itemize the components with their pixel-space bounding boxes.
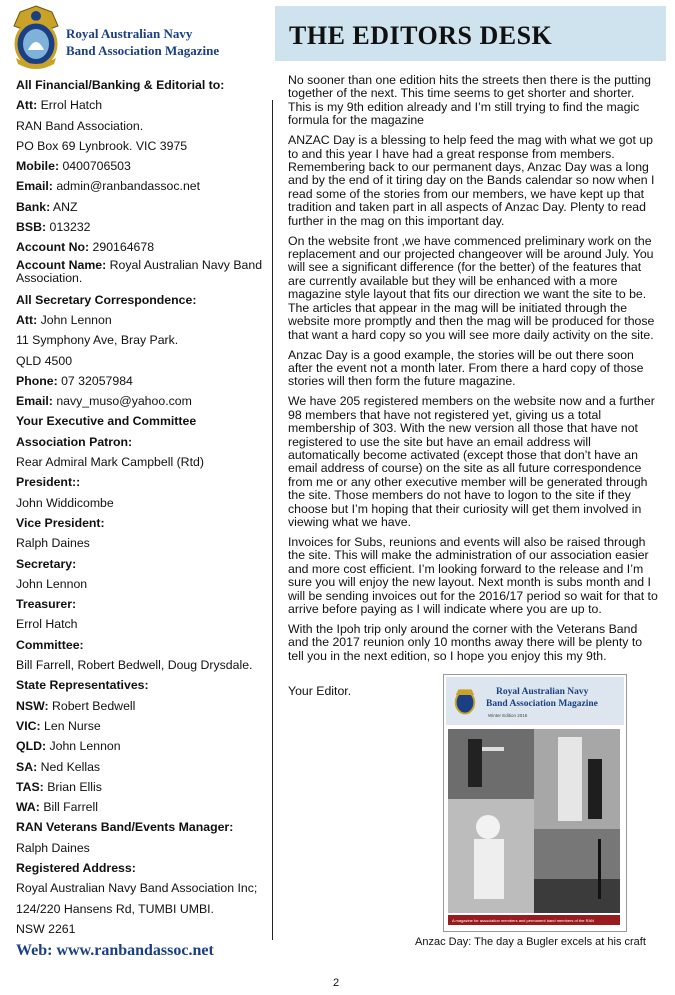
contact-value: Brian Ellis [43,779,102,794]
page-title: THE EDITORS DESK [289,21,553,50]
contact-value: John Widdicombe [16,495,114,510]
contact-value: Rear Admiral Mark Campbell (Rtd) [16,455,204,470]
contact-value: John Lennon [16,576,88,591]
contact-value: Bill Farrell, Robert Bedwell, Doug Drysdale. [16,658,253,673]
cover-footer-bar [448,915,620,925]
paragraph: With the Ipoh trip only around the corner with the Veterans Band and the 2017 reunion only 10 months away there will be plenty to tell you in the next edition, so I hope you enjoy this my 9th. [288,622,643,663]
contact-label: President:: [16,475,81,490]
editors-desk-banner [275,6,666,61]
contact-line [16,615,264,635]
cover-title-line1: Royal Australian Navy [496,687,589,697]
contact-line [16,859,264,879]
contact-value: Bill Farrell [39,800,98,815]
contact-line [16,717,264,737]
contact-line [16,473,264,493]
contact-label: NSW: [16,698,49,713]
masthead [8,4,258,74]
magazine-cover-image [443,674,627,932]
contact-line [16,575,264,595]
contact-label: QLD: [16,739,47,754]
contact-line [16,595,264,615]
contact-value: Ned Kellas [37,759,101,774]
contact-value: Robert Bedwell [48,698,136,713]
contact-label: Secretary: [16,556,77,571]
contact-value: 124/220 Hansens Rd, TUMBI UMBI. [16,901,214,916]
contact-value: Errol Hatch [16,617,78,632]
contact-line [16,198,264,218]
contact-label: Att: [16,98,38,113]
contact-label: BSB: [16,220,47,235]
contact-line [16,412,264,432]
image-caption: Anzac Day: The day a Bugler excels at his craft [415,936,646,948]
contact-label: All Secretary Correspondence: [16,292,197,307]
contact-line [16,117,264,137]
contact-line [16,352,264,372]
navy-band-crest-logo [8,4,64,70]
contact-line [16,494,264,514]
contact-line [16,392,264,412]
contact-value: John Lennon [37,312,112,327]
contact-line [16,920,264,940]
contact-label: Registered Address: [16,860,136,875]
bugler-photo-collage [448,729,620,913]
paragraph: ANZAC Day is a blessing to help feed the mag with what we got up to and this year I have had a great response from members. Remembering back to our permanent days, Anzac Day was a long and by the end of it tiring day on the Bands calendar so now when I read some of the stories from our members, we have kept up that tradition and taken part in all aspects of Anzac Day. Plenty to read further in the mag on this important day. [288,133,655,228]
contact-value: navy_muso@yahoo.com [52,394,192,409]
contact-line [16,555,264,575]
contact-line [16,96,264,116]
contact-value: Ralph Daines [16,840,90,855]
contact-line [16,818,264,838]
contact-line [16,177,264,197]
contact-line [16,879,264,899]
contact-label: Mobile: [16,159,60,174]
contact-value: 0400706503 [59,159,131,174]
contact-value: PO Box 69 Lynbrook. VIC 3975 [16,138,188,153]
contact-label: TAS: [16,779,44,794]
contact-value: Royal Australian Navy Band Association. [16,257,263,285]
paragraph: Anzac Day is a good example, the stories will be out there soon after the event not a month later. From there a hard copy of those stories will then form the future magazine. [288,347,644,389]
contact-line [16,778,264,798]
contact-value: admin@ranbandassoc.net [52,179,201,194]
contact-label: Phone: [16,373,58,388]
contact-line [16,453,264,473]
paragraph: No sooner than one edition hits the streets then there is the putting together of the next. This time seems to get shorter and shorter. This is my 9th edition already and I’m still trying to find the magic formula for the magazine [288,73,651,128]
contact-directory [16,76,264,940]
paragraph: On the website front ,we have commenced preliminary work on the replacement and our projected changeover will be around July. You will see a significant difference (for the better) of the features that are currently available but they will be enhanced with a more magazine style layout that fits our direction we want the site to be. The articles that appear in the mag will be initiated through the website more promptly and then the mag will be produced for those that want a hard copy so you will see more daily activity on the site. [288,233,655,342]
contact-value: Errol Hatch [37,98,103,113]
contact-label: Att: [16,312,38,327]
contact-line [16,656,264,676]
contact-line [16,433,264,453]
contact-value: 07 32057984 [57,373,133,388]
contact-value: RAN Band Association. [16,118,144,133]
contact-label: Email: [16,179,53,194]
column-divider [272,100,273,940]
contact-value: ANZ [50,199,78,214]
page-number: 2 [333,977,340,989]
cover-footer-text: A magazine for association members and permanent band members of the RAN [452,918,595,923]
contact-line [16,514,264,534]
contact-value: Ralph Daines [16,536,90,551]
contact-line [16,636,264,656]
contact-label: WA: [16,800,40,815]
contact-label: VIC: [16,718,41,733]
contact-label: Your Executive and Committee [16,414,197,429]
contact-label: Email: [16,394,53,409]
cover-title-line2: Band Association Magazine [486,699,598,709]
contact-line [16,737,264,757]
contact-label: State Representatives: [16,678,149,693]
contact-line [16,218,264,238]
contact-line [16,839,264,859]
contact-line [16,311,264,331]
contact-label: Bank: [16,199,51,214]
contact-label: All Financial/Banking & Editorial to: [16,78,225,92]
masthead-title-line1: Royal Australian Navy [66,26,193,41]
contact-value: Len Nurse [40,718,101,733]
masthead-title-line2: Band Association Magazine [66,43,220,58]
contact-value: QLD 4500 [16,353,73,368]
contact-line [16,238,264,258]
contact-line [16,372,264,392]
contact-line [16,331,264,351]
contact-label: Account No: [16,240,90,255]
contact-label: RAN Veterans Band/Events Manager: [16,820,234,835]
paragraph: Invoices for Subs, reunions and events will also be raised through the site. This will make the administration of our association easier and more cost efficient. I’m looking forward to the release and I’m sure you will enjoy the new layout. Next month is subs month and I will be sending invoices out for the 2016/17 period so wait for that to arrive before paying as I will indicate where you are up to. [288,534,658,616]
contact-line [16,697,264,717]
contact-line [16,758,264,778]
contact-value: 290164678 [89,240,155,255]
cover-header [446,677,624,725]
contact-line [16,76,264,96]
editor-signoff: Your Editor. [288,684,352,699]
contact-line [16,676,264,696]
contact-line [16,798,264,818]
contact-label: SA: [16,759,38,774]
contact-value: John Lennon [46,739,121,754]
contact-value: 013232 [46,220,91,235]
contact-line [16,259,264,285]
contact-line [16,291,264,311]
contact-value: Royal Australian Navy Band Association Inc; [16,881,258,896]
contact-label: Association Patron: [16,434,133,449]
contact-label: Vice President: [16,515,105,530]
website-link[interactable]: Web: www.ranbandassoc.net [16,942,214,959]
contact-line [16,900,264,920]
contact-line [16,157,264,177]
cover-edition: Winter Edition 2016 [488,713,528,718]
contact-label: Committee: [16,637,84,652]
contact-line [16,137,264,157]
contact-value: NSW 2261 [16,921,76,936]
cover-crest-icon [452,684,478,718]
contact-value: 11 Symphony Ave, Bray Park. [16,333,179,348]
paragraph: We have 205 registered members on the website now and a further 98 members that have not registered yet, giving us a total membership of 303. With the new version all those that have not registered to use the site but have an email address will automatically become activated (except those that don’t have an email address of course) on the site as all future correspondence from me or any other executive member will be generated through the site. Those members do not have to logon to the site if they choose but I’m hoping that their curiosity will get them involved in viewing what we have. [288,394,655,529]
contact-line [16,534,264,554]
contact-label: Treasurer: [16,597,77,612]
contact-label: Account Name: [16,257,107,272]
editorial-body [288,74,660,705]
